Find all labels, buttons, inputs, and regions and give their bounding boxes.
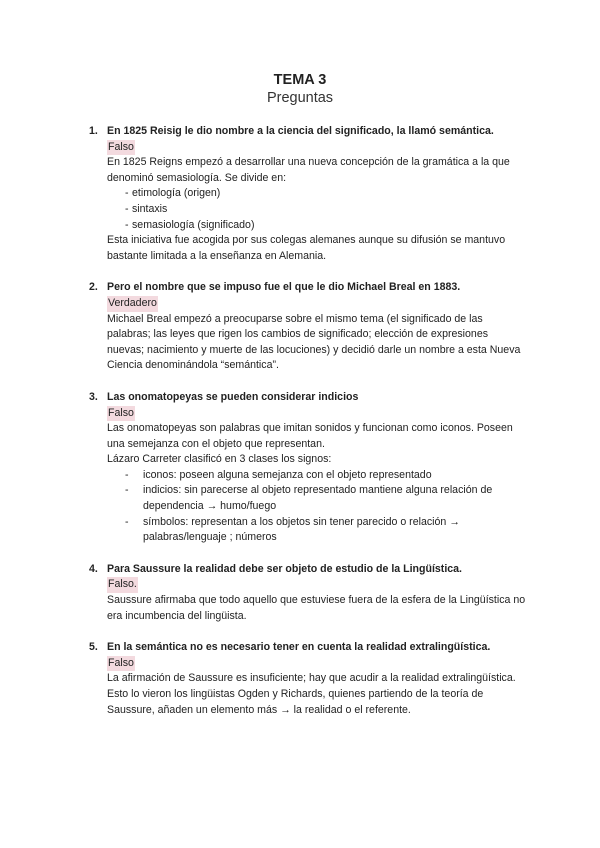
question-text: En la semántica no es necesario tener en cuenta la realidad extralingüística.: [107, 641, 491, 654]
answer-label: Falso.: [107, 577, 138, 593]
answer-label: Verdadero: [107, 296, 158, 312]
list-item: - sintaxis: [107, 202, 527, 218]
explanation-paragraph: Saussure afirmaba que todo aquello que estuviese fuera de la esfera de la Lingüística no era incumbencia del lingüista.: [107, 594, 526, 622]
list-item: - etimología (origen): [107, 186, 527, 202]
question-text: Las onomatopeyas se pueden considerar indicios: [107, 390, 359, 403]
bullet-list: [107, 468, 527, 546]
questions-list: [0, 124, 600, 718]
question-number: 1.: [89, 125, 98, 137]
list-item: - símbolos: representan a los objetos sin tener parecido o relación → palabras/lenguaje ; números: [107, 515, 527, 546]
question-number: 2.: [89, 281, 98, 294]
question-number: 5.: [89, 641, 98, 654]
question-item-4: [89, 562, 527, 624]
question-item-1: [89, 124, 527, 264]
document-title: TEMA 3: [273, 72, 327, 88]
question-number: 3.: [89, 390, 98, 403]
question-item-5: [89, 640, 527, 718]
answer-label: Falso: [107, 656, 135, 672]
list-item: - indicios: sin parecerse al objeto representado mantiene alguna relación de dependencia → humo/fuego: [107, 483, 527, 514]
explanation-paragraph: En 1825 Reigns empezó a desarrollar una nueva concepción de la gramática a la que denominó semasiología. Se divide en:: [107, 156, 510, 184]
bullet-list: [107, 186, 527, 233]
question-item-3: [89, 390, 527, 546]
answer-label: Falso: [107, 406, 135, 422]
question-text: Para Saussure la realidad debe ser objeto de estudio de la Lingüística.: [107, 562, 463, 575]
explanation-paragraph: Las onomatopeyas son palabras que imitan sonidos y funcionan como iconos. Poseen una semejanza con el objeto que representan.: [107, 422, 513, 450]
explanation-paragraph: Michael Breal empezó a preocuparse sobre el mismo tema (el significado de las palabras; las leyes que rigen los cambios de significado; elección de expresiones nuevas; nacimiento y muerte de las locuciones) y decidió darle un nombre a esta Nueva Ciencia denominándola “semántica”.: [107, 312, 521, 372]
question-number: 4.: [89, 562, 98, 575]
explanation-paragraph: Lázaro Carreter clasificó en 3 clases los signos:: [107, 453, 332, 466]
question-text: Pero el nombre que se impuso fue el que le dio Michael Breal en 1883.: [107, 281, 461, 294]
explanation-paragraph: Esta iniciativa fue acogida por sus colegas alemanes aunque su difusión se mantuvo bastante limitada a la enseñanza en Alemania.: [107, 234, 506, 262]
explanation-paragraph: La afirmación de Saussure es insuficiente; hay que acudir a la realidad extralingüística. Esto lo vieron los lingüistas Ogden y Richards, quienes partiendo de la teoría de Saussure, añaden un elemento más → la realidad o el referente.: [107, 672, 516, 716]
answer-label: Falso: [107, 140, 135, 156]
question-text: En 1825 Reisig le dio nombre a la ciencia del significado, la llamó semántica.: [107, 125, 494, 137]
list-item: - iconos: poseen alguna semejanza con el objeto representado: [107, 468, 527, 484]
document-subtitle: Preguntas: [266, 90, 334, 106]
question-item-2: [89, 280, 527, 374]
list-item: - semasiología (significado): [107, 218, 527, 234]
